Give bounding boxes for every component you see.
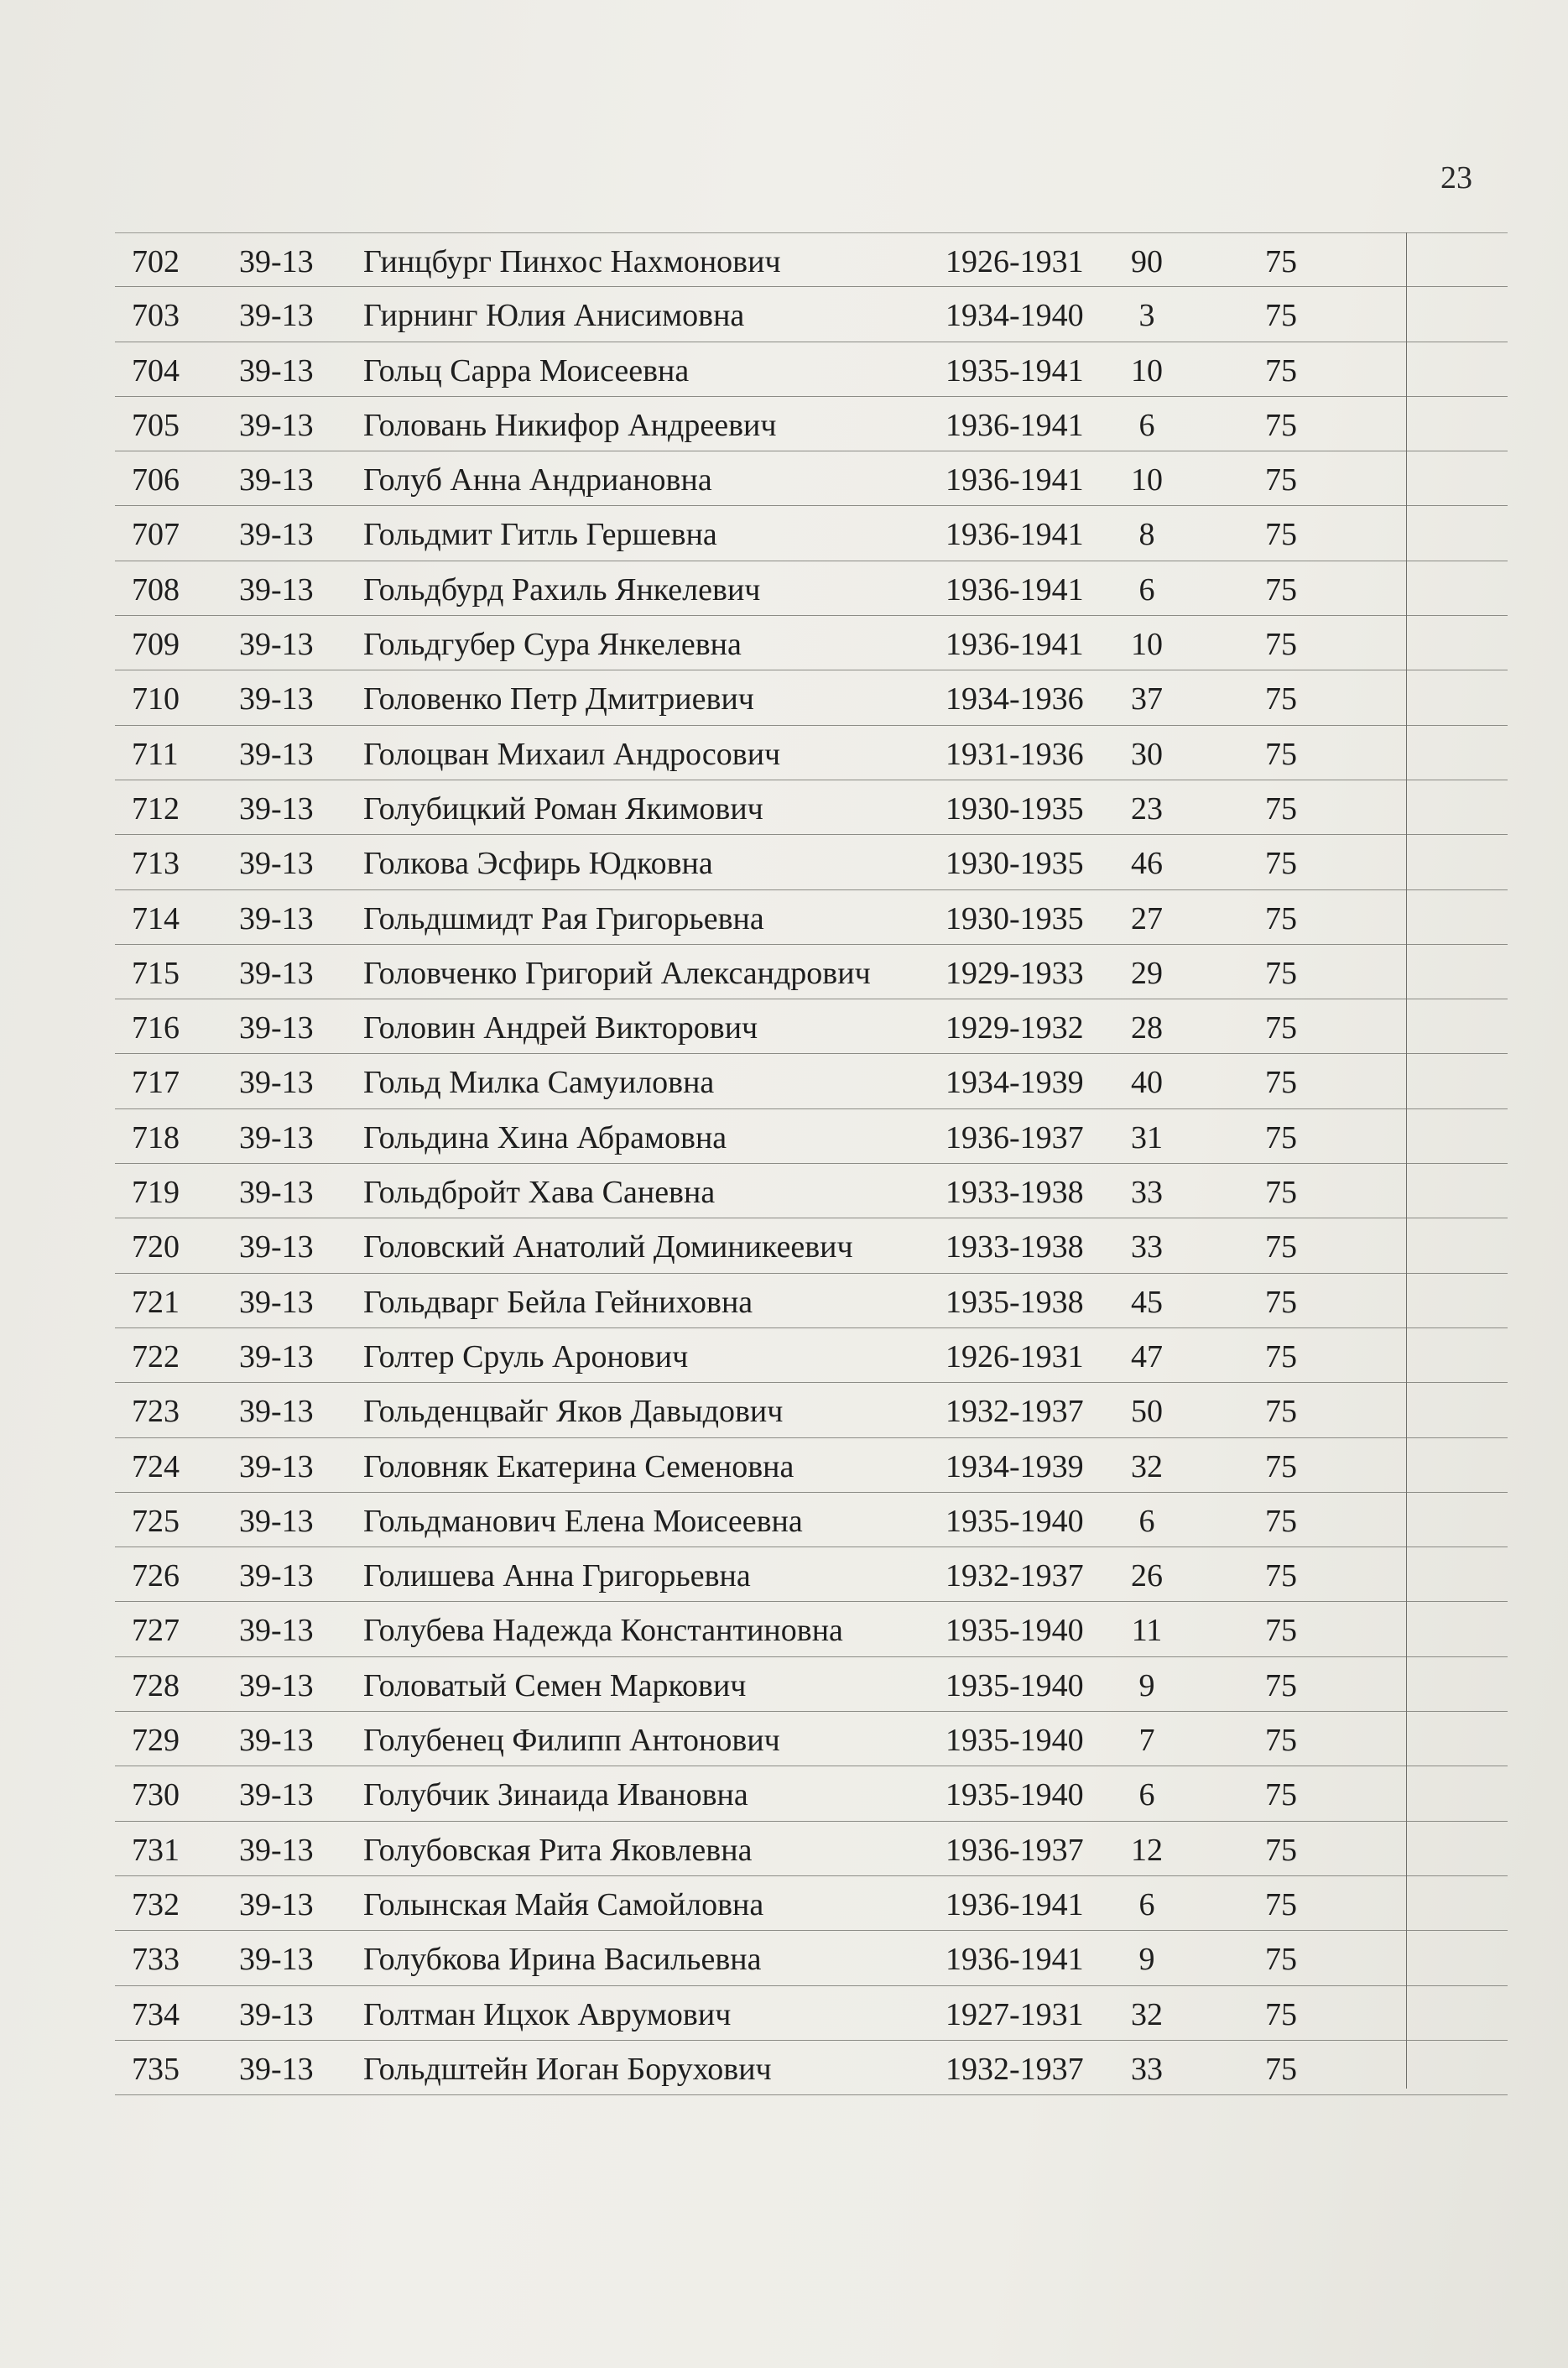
storage-term: 75 — [1265, 1010, 1297, 1046]
fund-number: 39-13 — [239, 1503, 314, 1539]
table-row — [115, 1547, 1508, 1602]
years-range: 1936-1941 — [945, 1942, 1084, 1978]
years-range: 1930-1935 — [945, 846, 1084, 882]
sheet-count: 10 — [1131, 627, 1163, 663]
person-name: Голоцван Михаил Андросович — [363, 736, 781, 772]
person-name: Головенко Петр Дмитриевич — [363, 681, 754, 717]
table-row — [115, 1383, 1508, 1437]
person-name: Головченко Григорий Александрович — [363, 955, 871, 991]
record-number: 729 — [132, 1723, 180, 1759]
fund-number: 39-13 — [239, 1394, 314, 1430]
record-number: 722 — [132, 1338, 180, 1374]
years-range: 1935-1940 — [945, 1667, 1084, 1703]
storage-term: 75 — [1265, 790, 1297, 827]
record-number: 732 — [132, 1886, 180, 1922]
fund-number: 39-13 — [239, 517, 314, 553]
table-row — [115, 780, 1508, 835]
sheet-count: 31 — [1131, 1119, 1163, 1155]
person-name: Голынская Майя Самойловна — [363, 1886, 764, 1922]
table-row — [115, 1109, 1508, 1164]
sheet-count: 23 — [1131, 790, 1163, 827]
person-name: Гольдманович Елена Моисеевна — [363, 1503, 803, 1539]
column-divider — [1406, 232, 1407, 2089]
record-number: 705 — [132, 407, 180, 443]
years-range: 1936-1937 — [945, 1119, 1084, 1155]
sheet-count: 50 — [1131, 1394, 1163, 1430]
record-number: 706 — [132, 462, 180, 498]
person-name: Головняк Екатерина Семеновна — [363, 1448, 794, 1484]
record-number: 713 — [132, 846, 180, 882]
table-row — [115, 890, 1508, 945]
years-range: 1930-1935 — [945, 900, 1084, 936]
sheet-count: 46 — [1131, 846, 1163, 882]
person-name: Гольдмит Гитль Гершевна — [363, 517, 717, 553]
storage-term: 75 — [1265, 1284, 1297, 1320]
fund-number: 39-13 — [239, 1613, 314, 1649]
years-range: 1934-1940 — [945, 298, 1084, 334]
record-number: 708 — [132, 571, 180, 608]
years-range: 1935-1940 — [945, 1503, 1084, 1539]
person-name: Голубицкий Роман Якимович — [363, 790, 763, 827]
record-number: 716 — [132, 1010, 180, 1046]
fund-number: 39-13 — [239, 681, 314, 717]
person-name: Головский Анатолий Доминикеевич — [363, 1229, 853, 1265]
sheet-count: 6 — [1138, 1886, 1155, 1922]
record-number: 726 — [132, 1558, 180, 1594]
person-name: Голтер Сруль Аронович — [363, 1338, 689, 1374]
record-number: 710 — [132, 681, 180, 717]
table-row — [115, 1602, 1508, 1656]
person-name: Голуб Анна Андриановна — [363, 462, 712, 498]
table-row — [115, 1657, 1508, 1712]
table-row — [115, 1931, 1508, 1985]
sheet-count: 11 — [1131, 1613, 1163, 1649]
table-row — [115, 561, 1508, 616]
sheet-count: 32 — [1131, 1996, 1163, 2032]
years-range: 1936-1941 — [945, 462, 1084, 498]
sheet-count: 37 — [1131, 681, 1163, 717]
sheet-count: 30 — [1131, 736, 1163, 772]
person-name: Гольц Сарра Моисеевна — [363, 352, 690, 389]
storage-term: 75 — [1265, 1832, 1297, 1868]
storage-term: 75 — [1265, 1613, 1297, 1649]
person-name: Голубева Надежда Константиновна — [363, 1613, 843, 1649]
years-range: 1927-1931 — [945, 1996, 1084, 2032]
person-name: Голтман Ицхок Аврумович — [363, 1996, 732, 2032]
storage-term: 75 — [1265, 1503, 1297, 1539]
storage-term: 75 — [1265, 1175, 1297, 1211]
years-range: 1934-1939 — [945, 1065, 1084, 1101]
storage-term: 75 — [1265, 627, 1297, 663]
fund-number: 39-13 — [239, 244, 314, 279]
storage-term: 75 — [1265, 1723, 1297, 1759]
storage-term: 75 — [1265, 736, 1297, 772]
sheet-count: 33 — [1131, 2051, 1163, 2087]
person-name: Гольденцвайг Яков Давыдович — [363, 1394, 784, 1430]
years-range: 1936-1941 — [945, 1886, 1084, 1922]
sheet-count: 8 — [1138, 517, 1155, 553]
fund-number: 39-13 — [239, 1065, 314, 1101]
sheet-count: 9 — [1138, 1942, 1155, 1978]
table-row — [115, 1876, 1508, 1931]
records-table — [115, 232, 1508, 2095]
sheet-count: 45 — [1131, 1284, 1163, 1320]
storage-term: 75 — [1265, 1886, 1297, 1922]
storage-term: 75 — [1265, 298, 1297, 334]
sheet-count: 27 — [1131, 900, 1163, 936]
years-range: 1932-1937 — [945, 2051, 1084, 2087]
record-number: 717 — [132, 1065, 180, 1101]
person-name: Голубчик Зинаида Ивановна — [363, 1777, 748, 1813]
record-number: 733 — [132, 1942, 180, 1978]
storage-term: 75 — [1265, 681, 1297, 717]
fund-number: 39-13 — [239, 1448, 314, 1484]
years-range: 1936-1937 — [945, 1832, 1084, 1868]
sheet-count: 10 — [1131, 352, 1163, 389]
sheet-count: 33 — [1131, 1229, 1163, 1265]
storage-term: 75 — [1265, 846, 1297, 882]
storage-term: 75 — [1265, 1065, 1297, 1101]
person-name: Головатый Семен Маркович — [363, 1667, 747, 1703]
table-row — [115, 1822, 1508, 1876]
sheet-count: 6 — [1138, 1777, 1155, 1813]
fund-number: 39-13 — [239, 1558, 314, 1594]
sheet-count: 26 — [1131, 1558, 1163, 1594]
sheet-count: 7 — [1138, 1723, 1155, 1759]
sheet-count: 47 — [1131, 1338, 1163, 1374]
table-row — [115, 1493, 1508, 1547]
record-number: 724 — [132, 1448, 180, 1484]
table-row — [115, 1218, 1508, 1273]
table-row — [115, 506, 1508, 561]
record-number: 711 — [132, 736, 179, 772]
person-name: Гинцбург Пинхос Нахмонович — [363, 244, 781, 279]
record-number: 725 — [132, 1503, 180, 1539]
record-number: 712 — [132, 790, 180, 827]
fund-number: 39-13 — [239, 900, 314, 936]
sheet-count: 40 — [1131, 1065, 1163, 1101]
person-name: Голишева Анна Григорьевна — [363, 1558, 751, 1594]
fund-number: 39-13 — [239, 1723, 314, 1759]
years-range: 1926-1931 — [945, 1338, 1084, 1374]
sheet-count: 32 — [1131, 1448, 1163, 1484]
record-number: 735 — [132, 2051, 180, 2087]
fund-number: 39-13 — [239, 1667, 314, 1703]
storage-term: 75 — [1265, 1558, 1297, 1594]
fund-number: 39-13 — [239, 846, 314, 882]
table-row — [115, 232, 1508, 287]
person-name: Голубовская Рита Яковлевна — [363, 1832, 753, 1868]
fund-number: 39-13 — [239, 407, 314, 443]
years-range: 1930-1935 — [945, 790, 1084, 827]
table-row — [115, 1712, 1508, 1766]
fund-number: 39-13 — [239, 627, 314, 663]
record-number: 715 — [132, 955, 180, 991]
fund-number: 39-13 — [239, 955, 314, 991]
storage-term: 75 — [1265, 2051, 1297, 2087]
person-name: Головин Андрей Викторович — [363, 1010, 758, 1046]
person-name: Гольд Милка Самуиловна — [363, 1065, 715, 1101]
record-number: 720 — [132, 1229, 180, 1265]
record-number: 730 — [132, 1777, 180, 1813]
table-row — [115, 726, 1508, 780]
record-number: 723 — [132, 1394, 180, 1430]
table-row — [115, 1328, 1508, 1383]
table-row — [115, 1766, 1508, 1821]
years-range: 1935-1940 — [945, 1777, 1084, 1813]
storage-term: 75 — [1265, 244, 1297, 279]
fund-number: 39-13 — [239, 736, 314, 772]
years-range: 1929-1932 — [945, 1010, 1084, 1046]
person-name: Гольдгубер Сура Янкелевна — [363, 627, 742, 663]
years-range: 1936-1941 — [945, 627, 1084, 663]
sheet-count: 6 — [1138, 1503, 1155, 1539]
years-range: 1936-1941 — [945, 407, 1084, 443]
years-range: 1934-1936 — [945, 681, 1084, 717]
person-name: Гольдина Хина Абрамовна — [363, 1119, 727, 1155]
years-range: 1934-1939 — [945, 1448, 1084, 1484]
record-number: 731 — [132, 1832, 180, 1868]
fund-number: 39-13 — [239, 1119, 314, 1155]
years-range: 1933-1938 — [945, 1175, 1084, 1211]
sheet-count: 33 — [1131, 1175, 1163, 1211]
storage-term: 75 — [1265, 1942, 1297, 1978]
table-row — [115, 1274, 1508, 1328]
storage-term: 75 — [1265, 1777, 1297, 1813]
record-number: 702 — [132, 244, 180, 279]
person-name: Голубкова Ирина Васильевна — [363, 1942, 762, 1978]
fund-number: 39-13 — [239, 1886, 314, 1922]
record-number: 734 — [132, 1996, 180, 2032]
storage-term: 75 — [1265, 352, 1297, 389]
person-name: Гольдварг Бейла Гейниховна — [363, 1284, 753, 1320]
record-number: 704 — [132, 352, 180, 389]
fund-number: 39-13 — [239, 1229, 314, 1265]
fund-number: 39-13 — [239, 462, 314, 498]
sheet-count: 3 — [1138, 298, 1155, 334]
years-range: 1926-1931 — [945, 244, 1084, 279]
record-number: 714 — [132, 900, 180, 936]
fund-number: 39-13 — [239, 2051, 314, 2087]
storage-term: 75 — [1265, 462, 1297, 498]
page-number: 23 — [1440, 160, 1472, 196]
fund-number: 39-13 — [239, 1284, 314, 1320]
table-row — [115, 1054, 1508, 1108]
years-range: 1932-1937 — [945, 1558, 1084, 1594]
storage-term: 75 — [1265, 1229, 1297, 1265]
storage-term: 75 — [1265, 1448, 1297, 1484]
table-row — [115, 670, 1508, 725]
storage-term: 75 — [1265, 517, 1297, 553]
table-row — [115, 999, 1508, 1054]
table-row — [115, 835, 1508, 889]
years-range: 1935-1941 — [945, 352, 1084, 389]
record-number: 703 — [132, 298, 180, 334]
person-name: Голкова Эсфирь Юдковна — [363, 846, 713, 882]
fund-number: 39-13 — [239, 790, 314, 827]
years-range: 1933-1938 — [945, 1229, 1084, 1265]
storage-term: 75 — [1265, 1667, 1297, 1703]
person-name: Гольдбурд Рахиль Янкелевич — [363, 571, 761, 608]
years-range: 1936-1941 — [945, 571, 1084, 608]
person-name: Гольдбройт Хава Саневна — [363, 1175, 716, 1211]
sheet-count: 29 — [1131, 955, 1163, 991]
fund-number: 39-13 — [239, 1338, 314, 1374]
years-range: 1931-1936 — [945, 736, 1084, 772]
years-range: 1929-1933 — [945, 955, 1084, 991]
sheet-count: 28 — [1131, 1010, 1163, 1046]
fund-number: 39-13 — [239, 1175, 314, 1211]
record-number: 721 — [132, 1284, 180, 1320]
storage-term: 75 — [1265, 900, 1297, 936]
fund-number: 39-13 — [239, 1832, 314, 1868]
table-row — [115, 1986, 1508, 2041]
years-range: 1935-1938 — [945, 1284, 1084, 1320]
fund-number: 39-13 — [239, 298, 314, 334]
sheet-count: 9 — [1138, 1667, 1155, 1703]
table-row — [115, 616, 1508, 670]
storage-term: 75 — [1265, 1996, 1297, 2032]
person-name: Гольдшмидт Рая Григорьевна — [363, 900, 764, 936]
record-number: 707 — [132, 517, 180, 553]
table-row — [115, 397, 1508, 451]
years-range: 1935-1940 — [945, 1613, 1084, 1649]
table-row — [115, 287, 1508, 342]
person-name: Гирнинг Юлия Анисимовна — [363, 298, 745, 334]
storage-term: 75 — [1265, 1394, 1297, 1430]
record-number: 718 — [132, 1119, 180, 1155]
years-range: 1936-1941 — [945, 517, 1084, 553]
table-row — [115, 342, 1508, 397]
table-row — [115, 1438, 1508, 1493]
years-range: 1935-1940 — [945, 1723, 1084, 1759]
table-row — [115, 451, 1508, 506]
table-row — [115, 1164, 1508, 1218]
sheet-count: 10 — [1131, 462, 1163, 498]
record-number: 719 — [132, 1175, 180, 1211]
storage-term: 75 — [1265, 955, 1297, 991]
person-name: Голубенец Филипп Антонович — [363, 1723, 780, 1759]
sheet-count: 12 — [1131, 1832, 1163, 1868]
storage-term: 75 — [1265, 1338, 1297, 1374]
fund-number: 39-13 — [239, 571, 314, 608]
fund-number: 39-13 — [239, 1010, 314, 1046]
table-row — [115, 2041, 1508, 2095]
person-name: Гольдштейн Иоган Борухович — [363, 2051, 772, 2087]
sheet-count: 6 — [1138, 407, 1155, 443]
fund-number: 39-13 — [239, 1777, 314, 1813]
storage-term: 75 — [1265, 407, 1297, 443]
storage-term: 75 — [1265, 571, 1297, 608]
sheet-count: 6 — [1138, 571, 1155, 608]
record-number: 727 — [132, 1613, 180, 1649]
record-number: 728 — [132, 1667, 180, 1703]
fund-number: 39-13 — [239, 1996, 314, 2032]
sheet-count: 90 — [1131, 244, 1163, 279]
years-range: 1932-1937 — [945, 1394, 1084, 1430]
fund-number: 39-13 — [239, 352, 314, 389]
table-row — [115, 945, 1508, 999]
fund-number: 39-13 — [239, 1942, 314, 1978]
person-name: Головань Никифор Андреевич — [363, 407, 777, 443]
storage-term: 75 — [1265, 1119, 1297, 1155]
record-number: 709 — [132, 627, 180, 663]
